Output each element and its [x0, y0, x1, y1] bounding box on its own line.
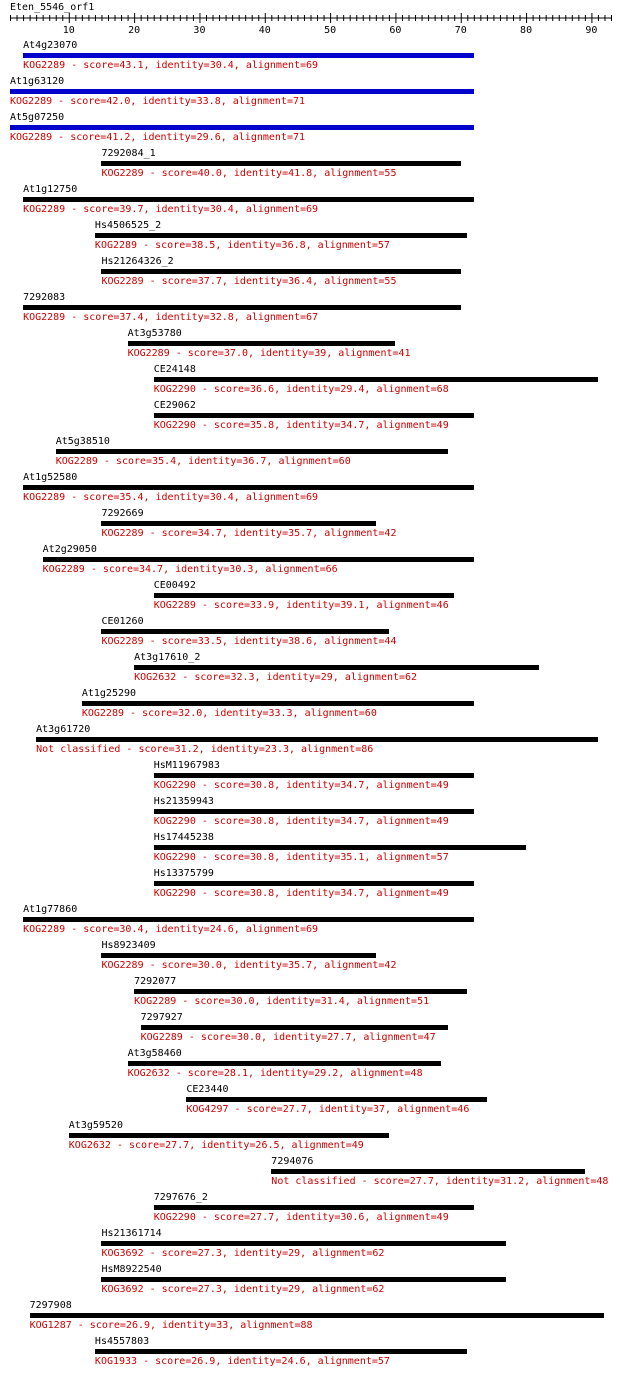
- hit-name[interactable]: At1g77860: [23, 904, 78, 915]
- alignment-bar[interactable]: [186, 1097, 487, 1102]
- alignment-bar[interactable]: [56, 449, 448, 454]
- alignment-bar[interactable]: [128, 341, 396, 346]
- hit-description: KOG1933 - score=26.9, identity=24.6, alignment=57: [94, 1356, 390, 1367]
- hit-description: KOG2289 - score=30.0, identity=31.4, alignment=51: [134, 996, 430, 1007]
- hit-description: KOG2290 - score=36.6, identity=29.4, alignment=68: [153, 384, 449, 395]
- hit-description: KOG2289 - score=33.5, identity=38.6, alignment=44: [101, 636, 397, 647]
- hit-row[interactable]: [36, 724, 620, 760]
- hit-name[interactable]: 7297927: [140, 1012, 183, 1023]
- alignment-bar[interactable]: [101, 161, 460, 166]
- hit-row[interactable]: [23, 184, 620, 220]
- hit-description: KOG3692 - score=27.3, identity=29, alignment=62: [101, 1284, 385, 1295]
- hit-row[interactable]: [154, 760, 620, 796]
- alignment-bar[interactable]: [36, 737, 598, 742]
- hit-name[interactable]: At5g07250: [10, 112, 65, 123]
- hit-description: Not classified - score=27.7, identity=31.2, alignment=48: [271, 1176, 609, 1187]
- hit-name[interactable]: At1g12750: [23, 184, 78, 195]
- hit-name[interactable]: 7292084_1: [101, 148, 156, 159]
- alignment-bar[interactable]: [101, 953, 375, 958]
- hit-name[interactable]: At1g25290: [81, 688, 137, 699]
- hit-description: KOG2632 - score=32.3, identity=29, alignment=62: [134, 672, 418, 683]
- alignment-bar[interactable]: [154, 881, 474, 886]
- alignment-bar[interactable]: [95, 1349, 467, 1354]
- hit-description: KOG2632 - score=28.1, identity=29.2, alignment=48: [127, 1068, 423, 1079]
- hit-row[interactable]: [95, 220, 620, 256]
- hit-row[interactable]: [154, 796, 620, 832]
- hit-row[interactable]: [23, 904, 620, 940]
- alignment-bar[interactable]: [154, 413, 474, 418]
- hit-name[interactable]: CE01260: [101, 616, 144, 627]
- alignment-bar[interactable]: [10, 89, 474, 94]
- hit-name[interactable]: CE23440: [186, 1084, 229, 1095]
- hit-description: KOG4297 - score=27.7, identity=37, alignment=46: [186, 1104, 470, 1115]
- hit-description: KOG2289 - score=35.4, identity=30.4, alignment=69: [23, 492, 319, 503]
- hit-row[interactable]: [101, 1228, 620, 1264]
- hit-name[interactable]: At2g29050: [42, 544, 97, 555]
- hit-name[interactable]: At3g61720: [36, 724, 91, 735]
- axis-tick-label: 50: [324, 25, 337, 36]
- axis-tick-label: 70: [454, 25, 467, 36]
- axis-tick-label: 20: [128, 25, 141, 36]
- hit-description: KOG2290 - score=35.8, identity=34.7, alignment=49: [153, 420, 449, 431]
- axis-tick-label: 30: [193, 25, 206, 36]
- hit-description: Not classified - score=31.2, identity=23.3, alignment=86: [36, 744, 374, 755]
- hit-row[interactable]: [154, 580, 620, 616]
- alignment-bar[interactable]: [69, 1133, 389, 1138]
- alignment-bar[interactable]: [154, 809, 474, 814]
- hit-row[interactable]: [23, 40, 620, 76]
- axis-tick-label: 80: [520, 25, 533, 36]
- hit-name[interactable]: At4g23070: [23, 40, 78, 51]
- hit-name[interactable]: CE24148: [153, 364, 196, 375]
- hit-description: KOG3692 - score=27.3, identity=29, alignment=62: [101, 1248, 385, 1259]
- alignment-bar[interactable]: [154, 845, 526, 850]
- alignment-bar[interactable]: [141, 1025, 448, 1030]
- hit-name[interactable]: HsM11967983: [153, 760, 220, 771]
- hit-name[interactable]: HsM8922540: [101, 1264, 162, 1275]
- hit-row[interactable]: [101, 508, 620, 544]
- hit-row[interactable]: [101, 256, 620, 292]
- alignment-bar[interactable]: [134, 665, 539, 670]
- hit-name[interactable]: CE29062: [153, 400, 196, 411]
- hit-name[interactable]: Hs4506525_2: [94, 220, 162, 231]
- hit-row[interactable]: [154, 364, 620, 400]
- hit-row[interactable]: [101, 148, 620, 184]
- hit-description: KOG2290 - score=27.7, identity=30.6, alignment=49: [153, 1212, 449, 1223]
- alignment-bar[interactable]: [154, 1205, 474, 1210]
- hit-name[interactable]: At1g52580: [23, 472, 78, 483]
- hit-name[interactable]: At3g53780: [127, 328, 182, 339]
- hit-row[interactable]: [186, 1084, 620, 1120]
- hit-row[interactable]: [154, 1192, 620, 1228]
- alignment-bar[interactable]: [101, 1277, 506, 1282]
- hit-row[interactable]: [23, 472, 620, 508]
- hit-row[interactable]: [69, 1120, 620, 1156]
- alignment-bar[interactable]: [23, 917, 474, 922]
- hit-name[interactable]: At3g59520: [68, 1120, 123, 1131]
- alignment-bar[interactable]: [128, 1061, 442, 1066]
- hit-row[interactable]: [128, 1048, 620, 1084]
- alignment-bar[interactable]: [82, 701, 474, 706]
- alignment-bar[interactable]: [154, 377, 598, 382]
- hit-row[interactable]: [154, 832, 620, 868]
- hit-name[interactable]: Hs13375799: [153, 868, 214, 879]
- query-title: Eten_5546_orf1: [10, 2, 95, 13]
- hit-name[interactable]: 7297908: [29, 1300, 72, 1311]
- hit-description: KOG2289 - score=43.1, identity=30.4, alignment=69: [23, 60, 319, 71]
- hit-description: KOG2289 - score=41.2, identity=29.6, alignment=71: [10, 132, 306, 143]
- hit-name[interactable]: At3g58460: [127, 1048, 182, 1059]
- alignment-bar[interactable]: [101, 1241, 506, 1246]
- hit-name[interactable]: 7292083: [23, 292, 66, 303]
- axis-tick-label: 40: [258, 25, 271, 36]
- hit-description: KOG2289 - score=30.0, identity=27.7, alignment=47: [140, 1032, 436, 1043]
- hit-name[interactable]: Hs4557803: [94, 1336, 150, 1347]
- alignment-bar[interactable]: [23, 197, 474, 202]
- hit-description: KOG2289 - score=30.4, identity=24.6, alignment=69: [23, 924, 319, 935]
- hit-row[interactable]: [30, 1300, 620, 1336]
- hit-name[interactable]: 7294076: [271, 1156, 314, 1167]
- alignment-bar[interactable]: [101, 521, 375, 526]
- hit-description: KOG2289 - score=34.7, identity=35.7, alignment=42: [101, 528, 397, 539]
- hit-row[interactable]: [10, 76, 620, 112]
- hit-description: KOG2289 - score=37.4, identity=32.8, alignment=67: [23, 312, 319, 323]
- hit-row[interactable]: [271, 1156, 620, 1192]
- hit-row[interactable]: [134, 652, 620, 688]
- hit-row[interactable]: [82, 688, 620, 724]
- hit-description: KOG2289 - score=34.7, identity=30.3, alignment=66: [42, 564, 338, 575]
- hit-description: KOG2289 - score=35.4, identity=36.7, alignment=60: [55, 456, 351, 467]
- alignment-bar[interactable]: [10, 125, 474, 130]
- alignment-bar[interactable]: [134, 989, 467, 994]
- hit-description: KOG2289 - score=33.9, identity=39.1, alignment=46: [153, 600, 449, 611]
- alignment-bar[interactable]: [154, 593, 455, 598]
- alignment-bar[interactable]: [101, 269, 460, 274]
- alignment-bar[interactable]: [95, 233, 467, 238]
- axis-tick-label: 90: [585, 25, 598, 36]
- hit-row[interactable]: [134, 976, 620, 1012]
- hit-row[interactable]: [56, 436, 620, 472]
- hit-description: KOG2289 - score=32.0, identity=33.3, alignment=60: [81, 708, 377, 719]
- hit-row[interactable]: [101, 1264, 620, 1300]
- hit-description: KOG2290 - score=30.8, identity=34.7, alignment=49: [153, 780, 449, 791]
- hit-name[interactable]: 7292077: [134, 976, 177, 987]
- alignment-bar[interactable]: [23, 53, 474, 58]
- hit-description: KOG2289 - score=38.5, identity=36.8, alignment=57: [94, 240, 390, 251]
- hit-row[interactable]: [43, 544, 620, 580]
- axis-tick-label: 10: [62, 25, 75, 36]
- hit-name[interactable]: Hs21264326_2: [101, 256, 174, 267]
- hit-name[interactable]: At3g17610_2: [134, 652, 201, 663]
- hit-row[interactable]: [154, 868, 620, 904]
- hit-description: KOG2290 - score=30.8, identity=34.7, alignment=49: [153, 816, 449, 827]
- hit-row[interactable]: [141, 1012, 620, 1048]
- hit-description: KOG2289 - score=37.7, identity=36.4, alignment=55: [101, 276, 397, 287]
- hit-description: KOG2289 - score=37.0, identity=39, alignment=41: [127, 348, 411, 359]
- hit-row[interactable]: [101, 940, 620, 976]
- hit-name[interactable]: At5g38510: [55, 436, 110, 447]
- hit-row[interactable]: [95, 1336, 620, 1372]
- hit-description: KOG2289 - score=40.0, identity=41.8, alignment=55: [101, 168, 397, 179]
- hit-row[interactable]: [154, 400, 620, 436]
- hit-description: KOG2289 - score=30.0, identity=35.7, alignment=42: [101, 960, 397, 971]
- hit-row[interactable]: [23, 292, 620, 328]
- hit-row[interactable]: [128, 328, 620, 364]
- hit-description: KOG1287 - score=26.9, identity=33, alignment=88: [29, 1320, 313, 1331]
- hit-description: KOG2289 - score=39.7, identity=30.4, alignment=69: [23, 204, 319, 215]
- alignment-bar[interactable]: [23, 485, 474, 490]
- hit-name[interactable]: Hs17445238: [153, 832, 214, 843]
- alignment-bar[interactable]: [271, 1169, 585, 1174]
- hit-description: KOG2632 - score=27.7, identity=26.5, alignment=49: [68, 1140, 364, 1151]
- hit-name[interactable]: Hs8923409: [101, 940, 156, 951]
- hit-row[interactable]: [101, 616, 620, 652]
- alignment-bar[interactable]: [43, 557, 474, 562]
- alignment-bar[interactable]: [30, 1313, 605, 1318]
- hit-row[interactable]: [10, 112, 620, 148]
- hit-description: KOG2289 - score=42.0, identity=33.8, alignment=71: [10, 96, 306, 107]
- hit-description: KOG2290 - score=30.8, identity=34.7, alignment=49: [153, 888, 449, 899]
- alignment-bar[interactable]: [154, 773, 474, 778]
- hit-name[interactable]: 7292669: [101, 508, 144, 519]
- axis-tick-label: 60: [389, 25, 402, 36]
- hit-name[interactable]: Hs21359943: [153, 796, 214, 807]
- alignment-bar[interactable]: [101, 629, 388, 634]
- hit-name[interactable]: 7297676_2: [153, 1192, 208, 1203]
- alignment-bar[interactable]: [23, 305, 461, 310]
- hit-name[interactable]: Hs21361714: [101, 1228, 162, 1239]
- hit-name[interactable]: CE00492: [153, 580, 196, 591]
- hit-description: KOG2290 - score=30.8, identity=35.1, alignment=57: [153, 852, 449, 863]
- hit-name[interactable]: At1g63120: [10, 76, 65, 87]
